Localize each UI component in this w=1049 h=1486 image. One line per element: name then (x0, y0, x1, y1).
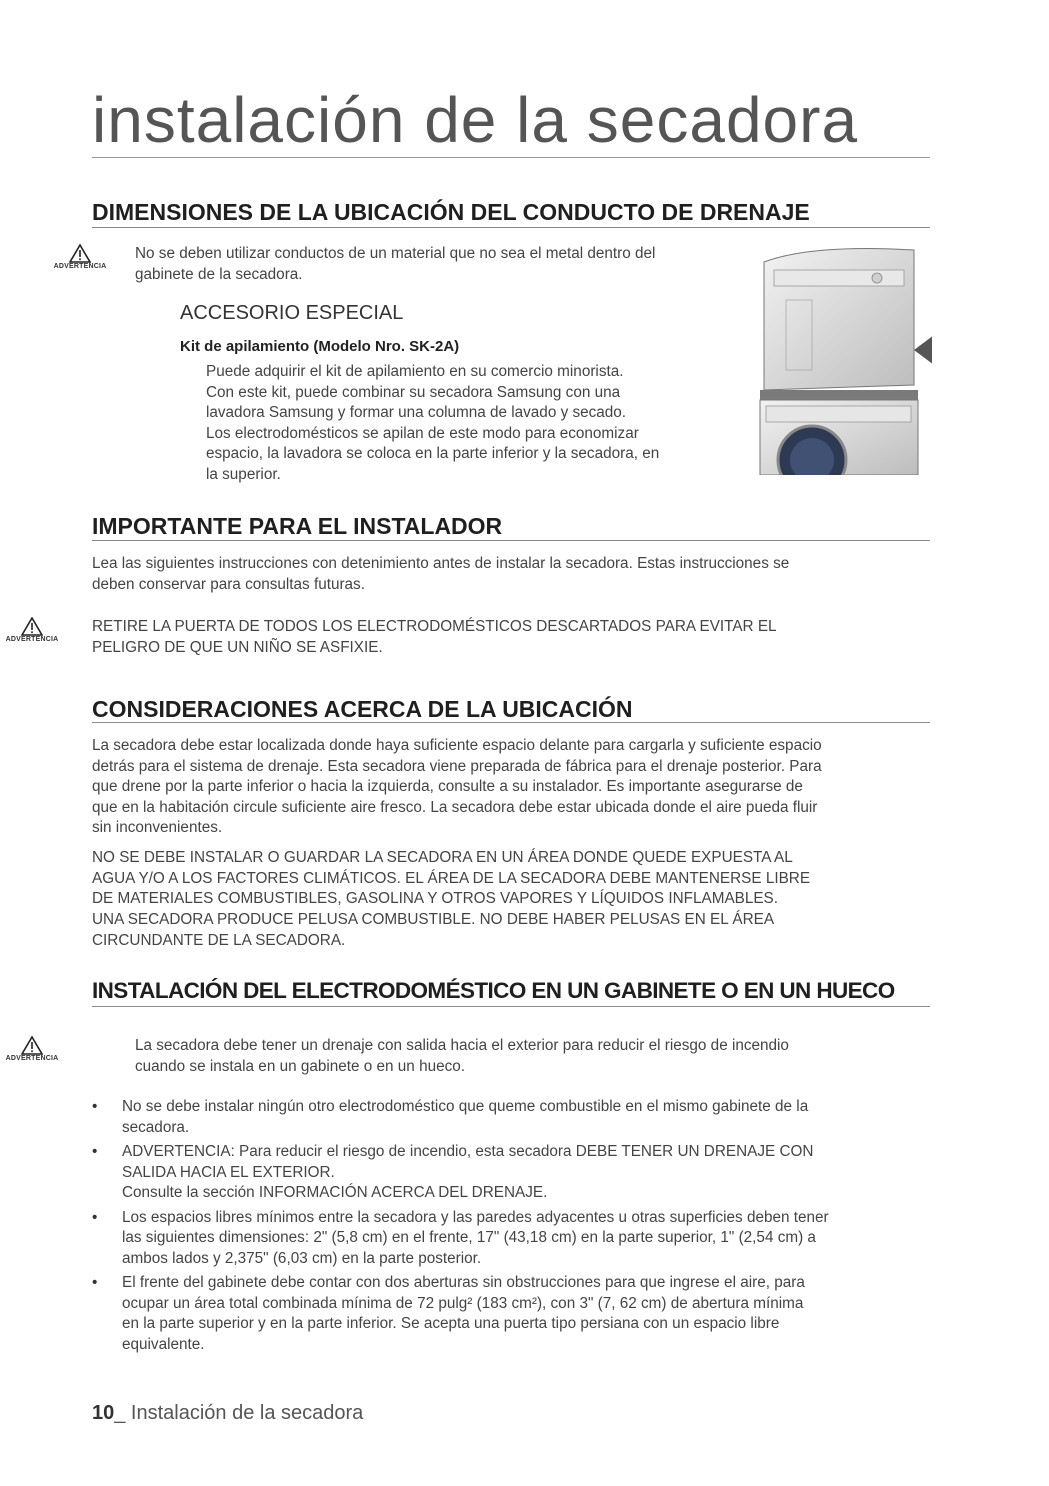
warning-triangle-icon (21, 1036, 43, 1055)
location-text-lint: UNA SECADORA PRODUCE PELUSA COMBUSTIBLE. NO DEBE HABER PELUSAS EN EL ÁREA CIRCUNDANTE DE LA SECADORA. (92, 911, 775, 949)
list-item: • ADVERTENCIA: Para reducir el riesgo de incendio, esta secadora DEBE TENER UN DRENAJE CON SALIDA HACIA EL EXTERIOR. Consulte la sección INFORMACIÓN ACERCA DEL DRENAJE. (84, 1142, 944, 1204)
kit-title: Kit de apilamiento (Modelo Nro. SK-2A) (180, 338, 460, 355)
section-heading-installer: IMPORTANTE PARA EL INSTALADOR (92, 513, 503, 539)
warning-text-cabinet: La secadora debe tener un drenaje con salida hacia el exterior para reducir el riesgo de incendio cuando se instala en un gabinete o en un hueco. (135, 1037, 789, 1075)
section-divider (92, 722, 930, 723)
warning-label: ADVERTENCIA (5, 1055, 59, 1062)
warning-badge (50, 244, 110, 271)
section-divider (92, 540, 930, 541)
stacked-washer-dryer-illustration (752, 240, 932, 475)
location-text-exposure: NO SE DEBE INSTALAR O GUARDAR LA SECADORA EN UN ÁREA DONDE QUEDE EXPUESTA AL AGUA Y/O A LOS FACTORES CLIMÁTICOS. EL ÁREA DE LA SECADORA DEBE MANTENERSE LIBRE DE MATERIALES COMBUSTIBLES, GASOLINA Y OTROS VAPORES Y LÍQUIDOS INFLAMABLES. (92, 849, 811, 907)
warning-text-ducts: No se deben utilizar conductos de un material que no sea el metal dentro del gabinete de la secadora. (135, 245, 656, 283)
title-divider (92, 157, 930, 158)
warning-label: ADVERTENCIA (53, 263, 107, 270)
section-divider (92, 227, 930, 228)
accessory-title: ACCESORIO ESPECIAL (180, 302, 404, 324)
list-item: • El frente del gabinete debe contar con dos aberturas sin obstrucciones para que ingrese el aire, para ocupar un área total combinada mínima de 72 pulg² (183 cm²), con 3" (7, 62 cm) de abertura mínima en la parte superior y en la parte inferior. Se acepta una puerta tipo persiana con un espacio libre equivalente. (84, 1273, 944, 1355)
cabinet-requirements-list (84, 1097, 944, 1359)
warning-text-door: RETIRE LA PUERTA DE TODOS LOS ELECTRODOMÉSTICOS DESCARTADOS PARA EVITAR EL PELIGRO DE QUE UN NIÑO SE ASFIXIE. (92, 618, 777, 656)
page-title: instalación de la secadora (92, 84, 859, 156)
page-footer (92, 1402, 363, 1425)
section-heading-location: CONSIDERACIONES ACERCA DE LA UBICACIÓN (92, 696, 633, 722)
warning-triangle-icon (69, 244, 91, 263)
section-divider (92, 1006, 930, 1007)
footer-separator: _ (114, 1402, 126, 1424)
installer-instructions: Lea las siguientes instrucciones con detenimiento antes de instalar la secadora. Estas instrucciones se deben conservar para consultas futuras. (92, 555, 790, 593)
list-item: • Los espacios libres mínimos entre la secadora y las paredes adyacentes u otras superficies deben tener las siguientes dimensiones: 2" (5,8 cm) en el frente, 17" (43,18 cm) en la parte superior, 1" (2,54 cm) a ambos lados y 2,375" (6,03 cm) en la parte posterior. (84, 1208, 944, 1270)
list-item: • No se debe instalar ningún otro electrodoméstico que queme combustible en el mismo gabinete de la secadora. (84, 1097, 944, 1138)
washer-dryer-icon (752, 240, 932, 475)
footer-section-name: Instalación de la secadora (125, 1402, 364, 1424)
warning-label: ADVERTENCIA (5, 636, 59, 643)
location-text-general: La secadora debe estar localizada donde haya suficiente espacio delante para cargarla y suficiente espacio detrás para el sistema de drenaje. Esta secadora viene preparada de fábrica para el drenaje posterior. Para que drene por la parte inferior o hacia la izquierda, consulte a su instalador. Es importante asegurarse de que en la habitación circule suficiente aire fresco. La secadora debe estar ubicada donde el aire pueda fluir sin inconvenientes. (92, 737, 822, 836)
page-number: 10 (92, 1402, 115, 1424)
section-heading-cabinet: INSTALACIÓN DEL ELECTRODOMÉSTICO EN UN GABINETE O EN UN HUECO (92, 978, 895, 1003)
warning-badge (2, 1036, 62, 1063)
kit-description: Puede adquirir el kit de apilamiento en su comercio minorista. Con este kit, puede combinar su secadora Samsung con una lavadora Samsung y formar una columna de lavado y secado. Los electrodomésticos se apilan de este modo para economizar espacio, la lavadora se coloca en la parte inferior y la secadora, en la superior. (206, 363, 660, 483)
warning-triangle-icon (21, 617, 43, 636)
warning-badge (2, 617, 62, 644)
section-heading-drain-dimensions: DIMENSIONES DE LA UBICACIÓN DEL CONDUCTO DE DRENAJE (92, 199, 810, 225)
